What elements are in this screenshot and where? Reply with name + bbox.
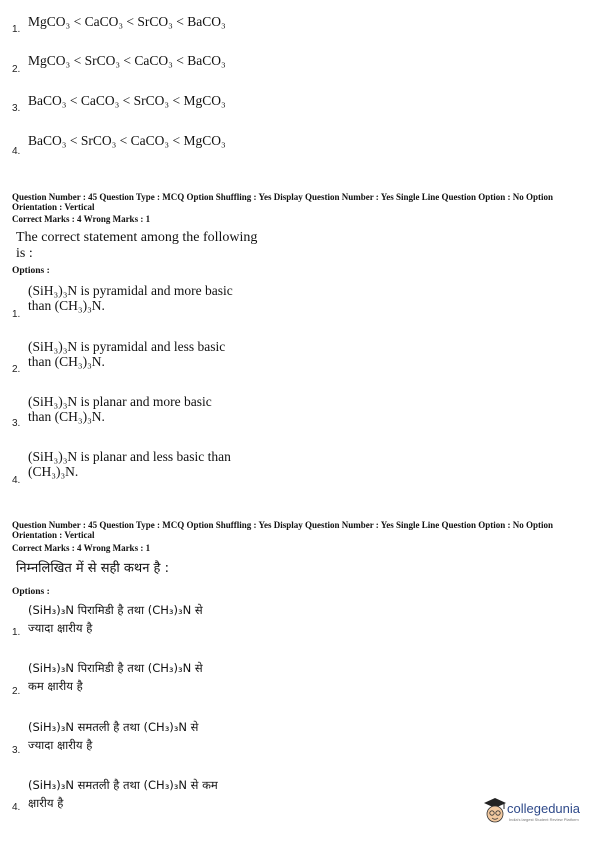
option-number: 1. [12,24,21,35]
options-label: Options : [12,266,50,276]
option-number: 1. [12,627,21,638]
option-number: 3. [12,745,21,756]
option-number: 3. [12,103,21,114]
options-label: Options : [12,587,50,597]
option-text-line1: (SiH₃)₃N समतली है तथा (CH₃)₃N से [28,720,199,734]
option-text-line1: (SiH₃)₃N पिरामिडी है तथा (CH₃)₃N से [28,661,203,675]
option-text-line1: (SiH₃)₃N is pyramidal and more basic [28,283,233,298]
option-text-line1: (SiH₃)₃N समतली है तथा (CH₃)₃N से कम [28,778,218,792]
logo-wordmark: collegedunia [507,801,581,816]
question-stem: The correct statement among the following [16,230,258,245]
marks-meta: Correct Marks : 4 Wrong Marks : 1 [12,214,151,224]
option-text-line2: than (CH₃)₃N. [28,354,105,369]
collegedunia-logo [483,795,591,835]
option-text: MgCO₃ < SrCO₃ < CaCO₃ < BaCO₃ [28,53,226,68]
option-text: BaCO₃ < CaCO₃ < SrCO₃ < MgCO₃ [28,93,226,108]
option-number: 3. [12,418,21,429]
option-text: BaCO₃ < SrCO₃ < CaCO₃ < MgCO₃ [28,133,226,148]
option-text-line1: (SiH₃)₃N is planar and more basic [28,394,212,409]
question-meta: Question Number : 45 Question Type : MCQ Option Shuffling : Yes Display Question Number : Yes Single Line Question Option : No Option Orientation : Vertical [12,192,553,212]
option-text-line2: than (CH₃)₃N. [28,409,105,424]
option-text: MgCO₃ < CaCO₃ < SrCO₃ < BaCO₃ [28,14,226,29]
option-text-line2: ज्यादा क्षारीय है [28,621,93,635]
question-stem-continued: is : [16,246,33,261]
option-number: 2. [12,64,21,75]
logo-tagline: India's largest Student Review Platform [509,817,579,822]
option-number: 4. [12,802,21,813]
option-number: 2. [12,364,21,375]
question-stem: निम्नलिखित में से सही कथन है : [16,561,169,576]
option-text-line2: (CH₃)₃N. [28,464,79,479]
option-text-line1: (SiH₃)₃N is planar and less basic than [28,449,231,464]
option-text-line2: ज्यादा क्षारीय है [28,738,93,752]
graduate-mascot-icon [483,797,507,827]
option-text-line2: क्षारीय है [28,796,64,810]
option-text-line1: (SiH₃)₃N is pyramidal and less basic [28,339,226,354]
option-number: 4. [12,475,21,486]
option-number: 1. [12,309,21,320]
option-text-line2: कम क्षारीय है [28,679,83,693]
option-text-line2: than (CH₃)₃N. [28,298,105,313]
question-meta: Question Number : 45 Question Type : MCQ Option Shuffling : Yes Display Question Number : Yes Single Line Question Option : No Option Orientation : Vertical [12,520,553,540]
option-number: 4. [12,146,21,157]
marks-meta: Correct Marks : 4 Wrong Marks : 1 [12,543,151,553]
option-number: 2. [12,686,21,697]
option-text-line1: (SiH₃)₃N पिरामिडी है तथा (CH₃)₃N से [28,603,203,617]
